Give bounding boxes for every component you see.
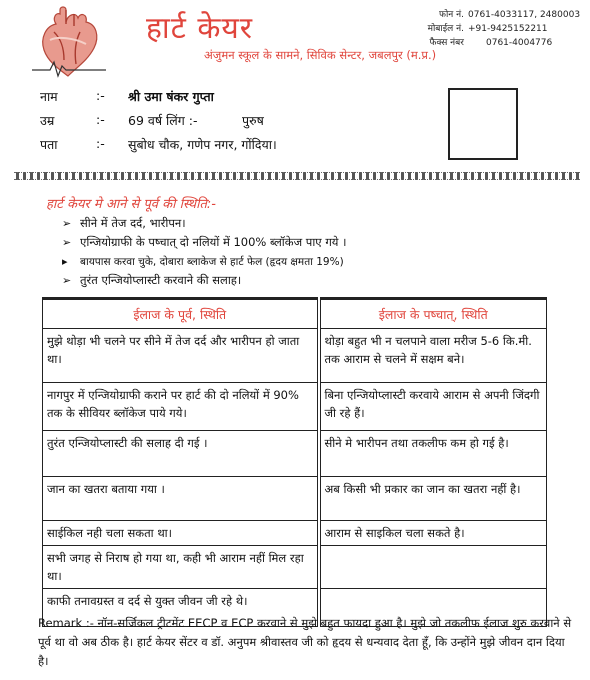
patient-name-value: श्री उमा षंकर गुप्ता xyxy=(128,89,214,104)
patient-name-sep: :- xyxy=(96,88,105,103)
arrow-bullet-icon: ➢ xyxy=(62,274,72,287)
contact-fax xyxy=(404,36,584,50)
table-cell: नागपुर में एन्जियोग्राफी कराने पर हार्ट की दो नलियों में 90% तक के सीवियर ब्लॉकेज पाये गये। xyxy=(43,383,319,431)
patient-name-label: नाम xyxy=(40,89,58,104)
table-row xyxy=(43,521,547,546)
comparison-table xyxy=(42,297,547,627)
heart-logo-icon xyxy=(30,4,108,82)
patient-gender-value: पुरुष xyxy=(242,113,264,128)
remark-text: Remark :- नॉन-सर्जिकल ट्रीटमेंट EECP व ECP करवाने से मुझे बहुत फायदा हुआ है। मुझे जो तकलीफ ईलाज शुरु करवाने से पूर्व था वो अब ठीक है। हार्ट केयर सेंटर व डॉ. अनुपम श्रीवास्तव जी को हृदय से धन्यवाद देता हूँ, कि उन्होंने मुझे जीवन दान दिया है। xyxy=(38,616,572,668)
arrow-bullet-icon: ➢ xyxy=(62,217,72,230)
table-cell: अब किसी भी प्रकार का जान का खतरा नहीं है। xyxy=(319,477,547,521)
contact-mobile xyxy=(404,22,584,36)
condition-text: बायपास करवा चुके, दोबारा ब्लाकेज से हार्ट फेल (हृदय क्षमता 19%) xyxy=(80,255,344,268)
table-header-before: ईलाज के पूर्व, स्थिति xyxy=(43,299,319,329)
clinic-name: हार्ट केयर xyxy=(146,11,254,46)
contact-phone-value: 0761-4033117, 2480003 xyxy=(468,10,581,20)
patient-age-label: उम्र xyxy=(40,113,55,128)
patient-age-sep: :- xyxy=(96,112,105,127)
table-row xyxy=(43,546,547,589)
condition-list xyxy=(62,214,346,290)
condition-text: एन्जियोग्राफी के पष्चात् दो नलियों में 100% ब्लॉकेज पाए गये । xyxy=(80,235,347,249)
contact-fax-value: 0761-4004776 xyxy=(486,38,553,48)
contact-mobile-value: +91-9425152211 xyxy=(468,24,548,34)
table-row xyxy=(43,329,547,383)
section-divider xyxy=(14,172,580,180)
table-cell: थोड़ा बहुत भी न चलपाने वाला मरीज 5-6 कि.मी. तक आराम से चलने में सक्षम बने। xyxy=(319,329,547,383)
table-cell xyxy=(319,546,547,589)
table-cell: तुरंत एन्जियोप्लास्टी की सलाह दी गई । xyxy=(43,431,319,477)
table-cell: मुझे थोड़ा भी चलने पर सीने में तेज दर्द और भारीपन हो जाता था। xyxy=(43,329,319,383)
contact-block xyxy=(404,8,584,50)
photo-box xyxy=(448,88,518,160)
table-row xyxy=(43,477,547,521)
condition-text: सीने में तेज दर्द, भारीपन। xyxy=(80,216,186,230)
table-header-after: ईलाज के पष्चात्, स्थिति xyxy=(319,299,547,329)
list-item xyxy=(62,252,346,271)
contact-phone xyxy=(404,8,584,22)
table-cell: आराम से साइकिल चला सकते है। xyxy=(319,521,547,546)
contact-phone-label: फोन नं. xyxy=(439,10,464,20)
patient-age-value: 69 वर्ष लिंग :- xyxy=(128,113,198,128)
table-cell: काफी तनावग्रस्त व दर्द से युक्त जीवन जी रहे थे। xyxy=(43,589,319,627)
condition-title: हार्ट केयर मे आने से पूर्व की स्थिति:- xyxy=(46,197,216,212)
contact-mobile-label: मोबाईल नं. xyxy=(427,24,464,34)
condition-text: तुरंत एन्जियोप्लास्टी करवाने की सलाह। xyxy=(80,273,242,287)
contact-fax-label: फैक्स नंबर xyxy=(429,38,464,48)
table-cell: सीने मे भारीपन तथा तकलीफ कम हो गई है। xyxy=(319,431,547,477)
patient-address-label: पता xyxy=(40,137,58,152)
table-row xyxy=(43,383,547,431)
table-row xyxy=(43,431,547,477)
table-cell: जान का खतरा बताया गया । xyxy=(43,477,319,521)
table-cell: साईकिल नही चला सकता था। xyxy=(43,521,319,546)
patient-address-value: सुबोध चौक, गणेप नगर, गोंदिया। xyxy=(128,137,277,152)
list-item xyxy=(62,233,346,252)
arrow-bullet-icon: ▸ xyxy=(62,255,68,268)
list-item xyxy=(62,214,346,233)
table-cell: बिना एन्जियोप्लास्टी करवाये आराम से अपनी जिंदगी जी रहे हैं। xyxy=(319,383,547,431)
patient-address-sep: :- xyxy=(96,136,105,151)
table-cell: सभी जगह से निराष हो गया था, कही भी आराम नहीं मिल रहा था। xyxy=(43,546,319,589)
clinic-address: अंजुमन स्कूल के सामने, सिविक सेन्टर, जबलपुर (म.प्र.) xyxy=(204,48,437,62)
table-header-row xyxy=(43,299,547,329)
list-item xyxy=(62,271,346,290)
arrow-bullet-icon: ➢ xyxy=(62,236,72,249)
